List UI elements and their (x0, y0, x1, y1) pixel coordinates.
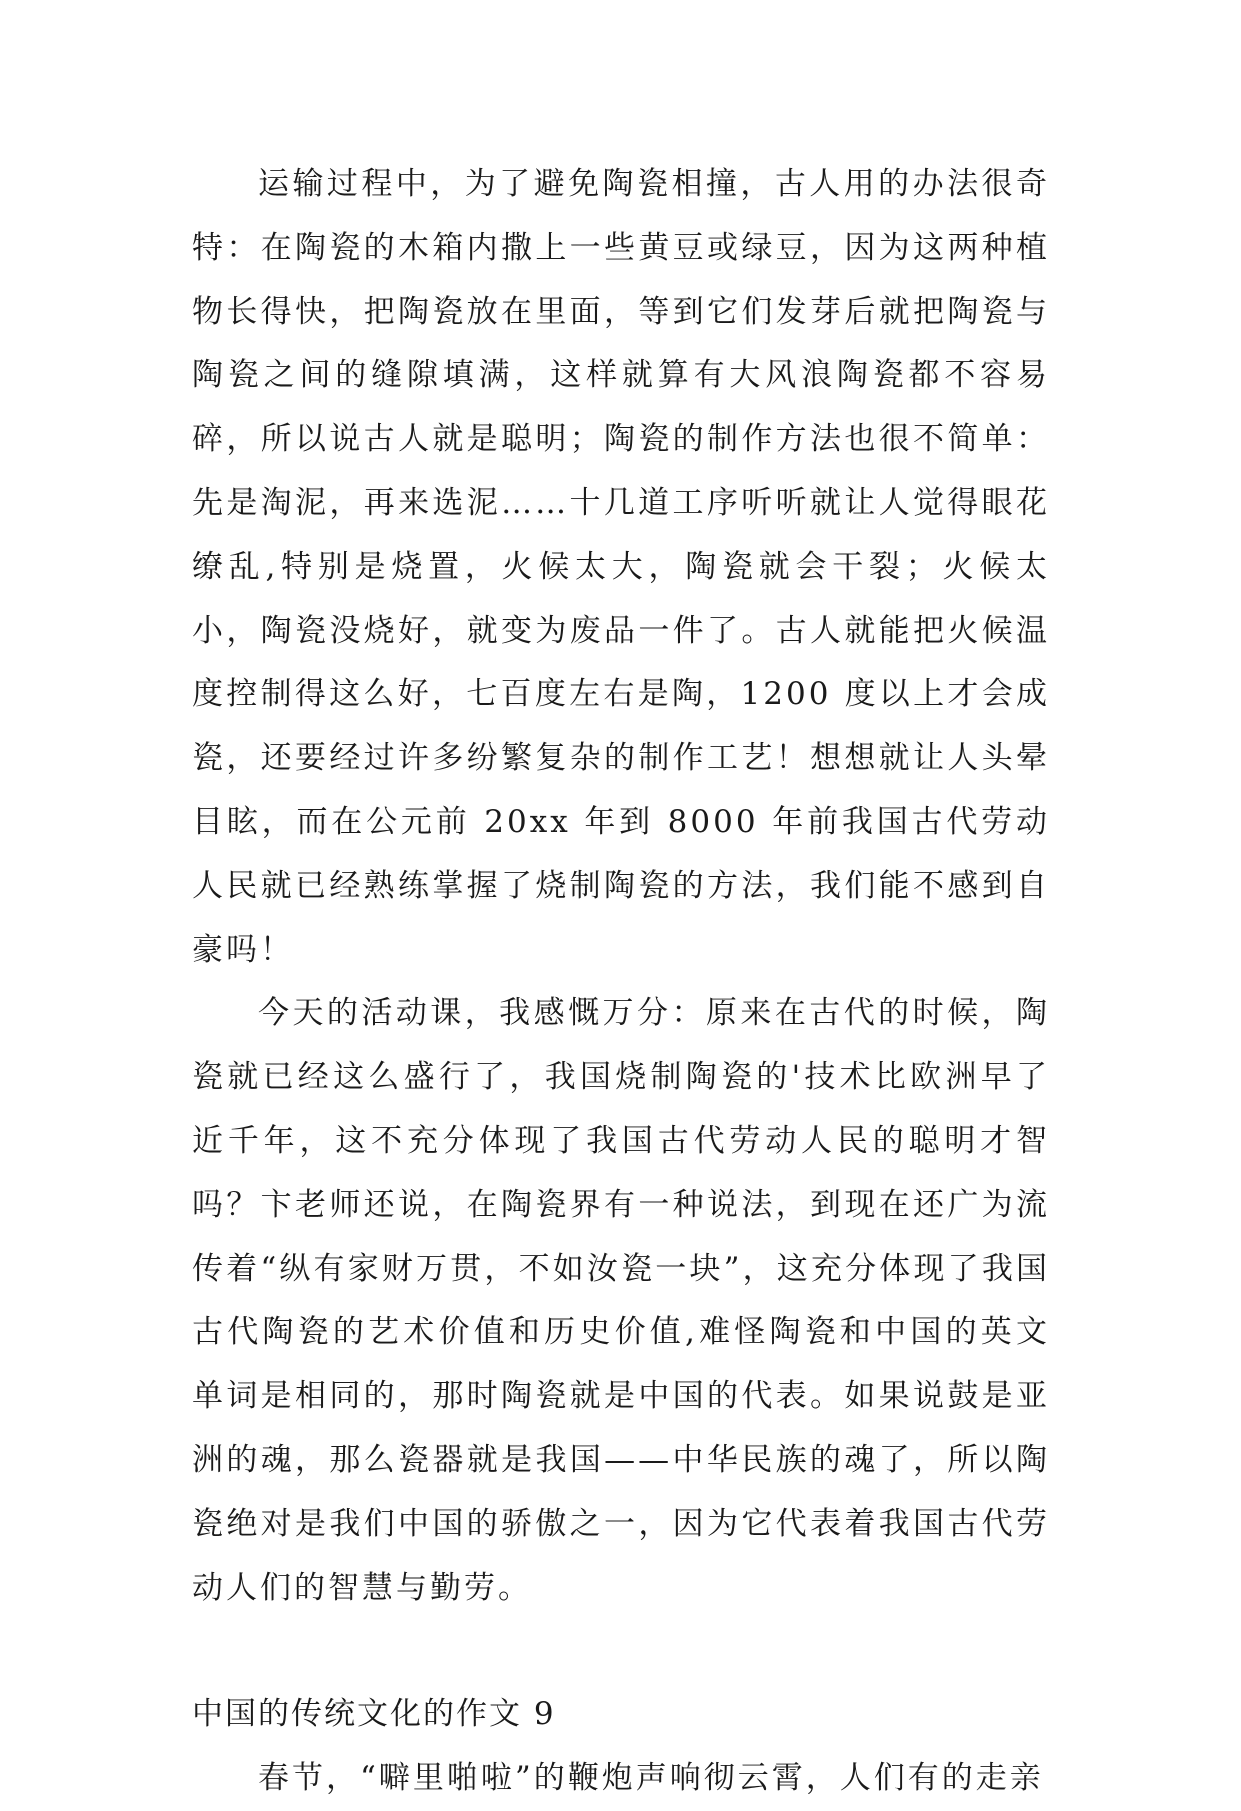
paragraph-pottery-transport: 运输过程中，为了避免陶瓷相撞，古人用的办法很奇特：在陶瓷的木箱内撒上一些黄豆或绿豆，因为这两种植物长得快，把陶瓷放在里面，等到它们发芽后就把陶瓷与陶瓷之间的缝隙填满，这样就算有大风浪陶瓷都不容易碎，所以说古人就是聪明；陶瓷的制作方法也很不简单：先是淘泥，再来选泥……十几道工序听听就让人觉得眼花缭乱,特别是烧置，火候太大，陶瓷就会干裂；火候太小，陶瓷没烧好，就变为废品一件了。古人就能把火候温度控制得这么好，七百度左右是陶，1200 度以上才会成瓷，还要经过许多纷繁复杂的制作工艺！想想就让人头晕目眩，而在公元前 20xx 年到 8000 年前我国古代劳动人民就已经熟练掌握了烧制陶瓷的方法，我们能不感到自豪吗！ (192, 166, 1051, 968)
paragraph-spring-festival: 春节，“噼里啪啦”的鞭炮声响彻云霄，人们有的走亲 (258, 1760, 1044, 1797)
document-body (192, 153, 1050, 1811)
paragraph-activity-class: 今天的活动课，我感慨万分：原来在古代的时候，陶瓷就已经这么盛行了，我国烧制陶瓷的'技术比欧洲早了近千年，这不充分体现了我国古代劳动人民的聪明才智吗？卞老师还说，在陶瓷界有一种说法，到现在还广为流传着“纵有家财万贯，不如汝瓷一块”，这充分体现了我国古代陶瓷的艺术价值和历史价值,难怪陶瓷和中国的英文单词是相同的，那时陶瓷就是中国的代表。如果说鼓是亚洲的魂，那么瓷器就是我国——中华民族的魂了，所以陶瓷绝对是我们中国的骄傲之一，因为它代表着我国古代劳动人们的智慧与勤劳。 (192, 995, 1050, 1606)
section-heading: 中国的传统文化的作文 9 (192, 1696, 556, 1733)
